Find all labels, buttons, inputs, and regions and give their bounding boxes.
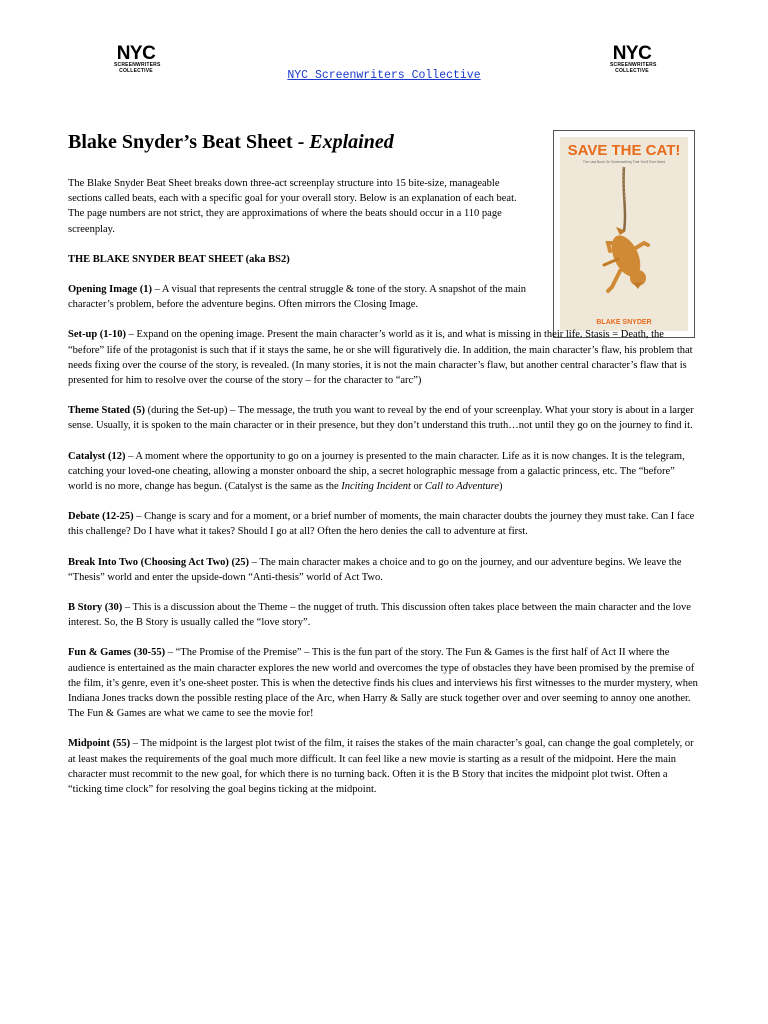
beat-name: Theme Stated (5) [68, 405, 145, 417]
beat-opening-image [68, 282, 528, 312]
logo-big-text: NYC [116, 43, 156, 64]
beat-text: (during the Set-up) – The message, the truth you want to reveal by the end of your screenplay. What your story is about in a larger sense. Usually, it is spoken to the main character or in their presence, but they don’t understand this truth…not until they go on the journey to find it. [68, 405, 694, 432]
page-title [68, 131, 394, 154]
beat-text: – This is a discussion about the Theme – the nugget of truth. This discussion often takes place between the main character and the love interest. So, the B Story is usually called the “love story”. [68, 602, 691, 629]
beat-text: – “The Promise of the Premise” – This is the fun part of the story. The Fun & Games is the first half of Act II where the audience is entertained as the main character explores the new world and overcomes the type of obstacles they have been promised by the premise of the film, it’s genre, even it’s one-sheet poster. This is when the detective finds his clues and interviews his first witnesses to the murder mystery, when Indiana Jones tracks down the possible resting place of the Arc, when Harry & Sally are stuck together over and over seeming to annoy one another. The Fun & Games are what we came to see the movie for! [68, 647, 698, 720]
beat-text: ) [499, 481, 503, 493]
nyc-logo-right [610, 43, 657, 80]
beat-b-story [68, 600, 700, 630]
beat-break-into-two [68, 555, 700, 585]
cover-author: BLAKE SNYDER [596, 319, 652, 326]
beat-debate [68, 509, 700, 539]
beat-name: B Story (30) [68, 602, 123, 614]
beat-text: – The main character makes a choice and to go on the journey, and our adventure begins. We leave the “Thesis” world and enter the upside-down “Anti-thesis” world of Act Two. [68, 556, 682, 583]
logo-small-text-1: SCREENWRITERS [610, 62, 657, 68]
beat-text: – Change is scary and for a moment, or a brief number of moments, the main character doubts the journey they must take. Can I face this challenge? Do I have what it takes? Should I go at all? Often the hero denies the call to adventure at first. [68, 511, 695, 538]
beat-text: – A moment where the opportunity to go on a journey is presented to the main character. Life as it is now changes. It is the telegram, catching your loved-one cheating, allowing a monster onboard the ship, a secret holographic message from a galactic princess, etc. The “before” world is no more, change has begun. (Catalyst is the same as the [68, 450, 685, 493]
beat-text: – A visual that represents the central struggle & tone of the story. A snapshot of the main character’s problem, before the adventure begins. Often mirrors the Closing Image. [68, 284, 527, 311]
beat-italic: Call to Adventure [424, 481, 499, 493]
cover-title: SAVE THE CAT! [567, 142, 681, 159]
cover-subtitle: The Last Book On Screenwriting That You’ll Ever Need [582, 160, 666, 164]
beat-name: Opening Image (1) [68, 284, 152, 296]
title-italic: Explained [309, 131, 394, 153]
beat-name: Midpoint (55) [68, 738, 131, 750]
beat-fun-and-games [68, 645, 700, 721]
logo-big-text: NYC [612, 43, 652, 64]
title-main: Blake Snyder’s Beat Sheet - [68, 131, 310, 153]
beat-midpoint [68, 736, 700, 797]
document-body [68, 176, 700, 812]
beat-name: Break Into Two (Choosing Act Two) (25) [68, 556, 250, 568]
logo-small-text-2: COLLECTIVE [615, 67, 649, 74]
beat-name: Set-up (1-10) [68, 329, 127, 341]
section-heading: THE BLAKE SNYDER BEAT SHEET (aka BS2) [68, 253, 290, 265]
beat-name: Fun & Games (30-55) [68, 647, 166, 659]
beat-text: – Expand on the opening image. Present the main character’s world as it is, and what is missing in their life. Stasis = Death, the “before” life of the protagonist is such that if it stays the same, he or she will figuratively die. In addition, the main character’s flaw, his problem that needs fixing over the course of the story, is revealed. (In many stories, it is not the main character’s flaw, but another central character’s flaw that is presented for him to resolve over the course of the story – for the character to “arc”) [68, 329, 693, 387]
beat-name: Debate (12-25) [68, 511, 134, 523]
beat-theme-stated [68, 403, 700, 433]
logo-small-text-1: SCREENWRITERS [114, 62, 161, 68]
beat-catalyst [68, 449, 700, 495]
nyc-screenwriters-link[interactable]: NYC Screenwriters Collective [287, 69, 481, 82]
beat-text: – The midpoint is the largest plot twist of the film, it raises the stakes of the main character’s goal, can change the goal completely, or at least makes the requirements of the goal much more difficult. It can feel like a new movie is starting as a result of the midpoint. Here the main character must recommit to the new goal, for which there is no turning back. Often it is the B Story that incites the midpoint plot twist. Often a “ticking time clock” for resolving the goal begins ticking at the midpoint. [68, 738, 694, 796]
logo-small-text-2: COLLECTIVE [119, 67, 153, 74]
beat-italic: Inciting Incident [341, 481, 411, 493]
beat-text: or [410, 481, 425, 493]
beat-setup [68, 327, 700, 388]
intro-paragraph: The Blake Snyder Beat Sheet breaks down three-act screenplay structure into 15 bite-size, manageable sections called beats, each with a specific goal for your overall story. Below is an explanation of each beat. The page numbers are not strict, they are approximations of where the beats should occur in a 110 page screenplay. [68, 178, 517, 235]
beat-name: Catalyst (12) [68, 450, 126, 462]
